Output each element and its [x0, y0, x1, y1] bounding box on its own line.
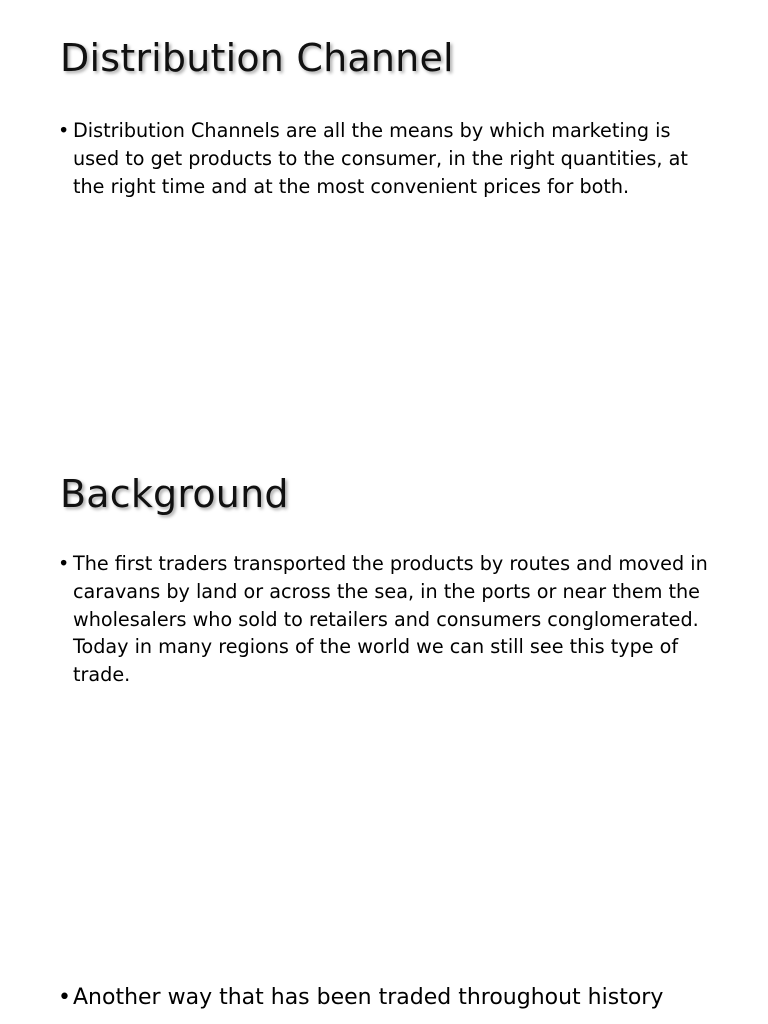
- bullet-icon: •: [58, 985, 71, 1010]
- bullet-item: [58, 550, 708, 689]
- slide-title: Background: [60, 472, 289, 516]
- slide-title: Distribution Channel: [60, 36, 454, 80]
- bullet-text: Another way that has been traded throughout history: [73, 985, 664, 1010]
- bullet-item: [58, 984, 708, 1012]
- slide-distribution-channel: [0, 0, 768, 440]
- slide-continuation: [0, 960, 768, 1024]
- bullet-list: [58, 550, 708, 689]
- bullet-icon: •: [58, 119, 70, 142]
- bullet-list: [58, 117, 708, 200]
- bullet-text: The first traders transported the products by routes and moved in caravans by land or across the sea, in the ports or near them the wholesalers who sold to retailers and consumers conglomerated. Today in many regions of the world we can still see this type of trade.: [73, 552, 708, 687]
- bullet-text: Distribution Channels are all the means by which marketing is used to get products to the consumer, in the right quantities, at the right time and at the most convenient prices for both.: [73, 119, 688, 198]
- bullet-list: [58, 984, 708, 1012]
- bullet-icon: •: [58, 552, 70, 575]
- slide-background: [0, 440, 768, 960]
- bullet-item: [58, 117, 708, 200]
